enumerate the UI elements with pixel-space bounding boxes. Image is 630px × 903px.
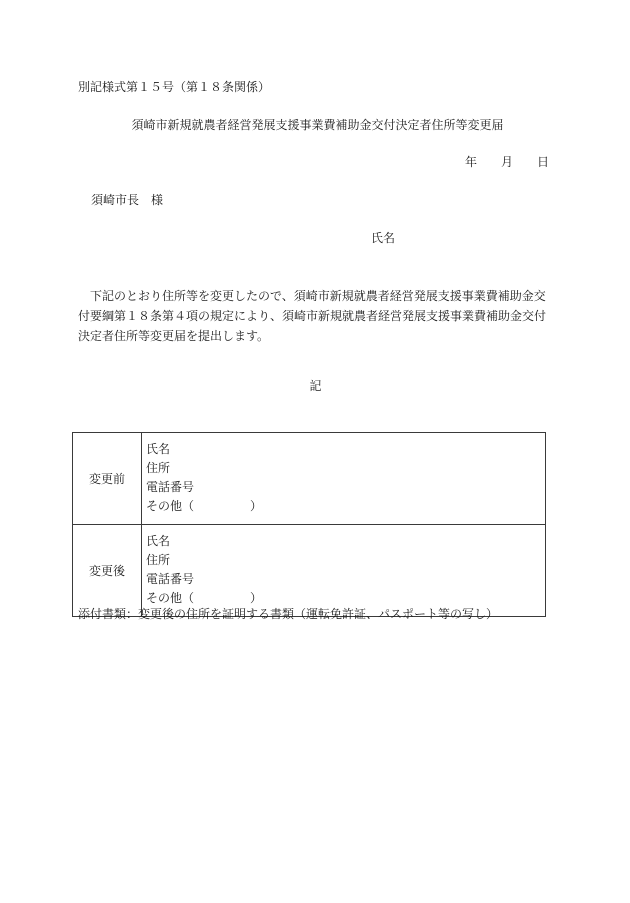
row-fields-after: [142, 525, 546, 617]
field-address-after: 住所: [146, 553, 171, 567]
row-label-after: 変更後: [73, 525, 142, 617]
addressee: 須崎市長 様: [91, 193, 164, 207]
field-other-after: [146, 589, 545, 608]
form-number: 別記様式第１５号（第１８条関係）: [78, 80, 271, 94]
change-table: [72, 432, 546, 617]
field-address-before: 住所: [146, 461, 171, 475]
row-label-before: 変更前: [73, 433, 142, 525]
field-name-after: 氏名: [146, 534, 171, 548]
date-line: [465, 156, 549, 168]
date-day-label: 日: [536, 155, 549, 169]
signer-name-label: 氏名: [371, 231, 396, 245]
field-other-close-before: ）: [250, 499, 263, 513]
table-row-before: [73, 433, 546, 525]
row-fields-before: [142, 433, 546, 525]
field-other-before: [146, 497, 545, 516]
document-title: 須崎市新規就農者経営発展支援事業費補助金交付決定者住所等変更届: [131, 118, 504, 132]
ki-heading: 記: [309, 379, 322, 393]
field-phone-after: 電話番号: [146, 572, 195, 586]
body-text: 下記のとおり住所等を変更したので、須崎市新規就農者経営発展支援事業費補助金交付要綱第１８条第４項の規定により、須崎市新規就農者経営発展支援事業費補助金交付決定者住所等変更届を提出します。: [78, 289, 547, 343]
table-row-after: [73, 525, 546, 617]
field-phone-before: 電話番号: [146, 480, 195, 494]
date-month-label: 月: [500, 155, 513, 169]
field-name-before: 氏名: [146, 442, 171, 456]
field-other-open-after: その他（: [146, 591, 195, 605]
field-other-open-before: その他（: [146, 499, 195, 513]
date-year-label: 年: [464, 155, 477, 169]
field-other-close-after: ）: [250, 591, 263, 605]
attachment-note: 添付書類：変更後の住所を証明する書類（運転免許証、パスポート等の写し）: [78, 607, 499, 621]
